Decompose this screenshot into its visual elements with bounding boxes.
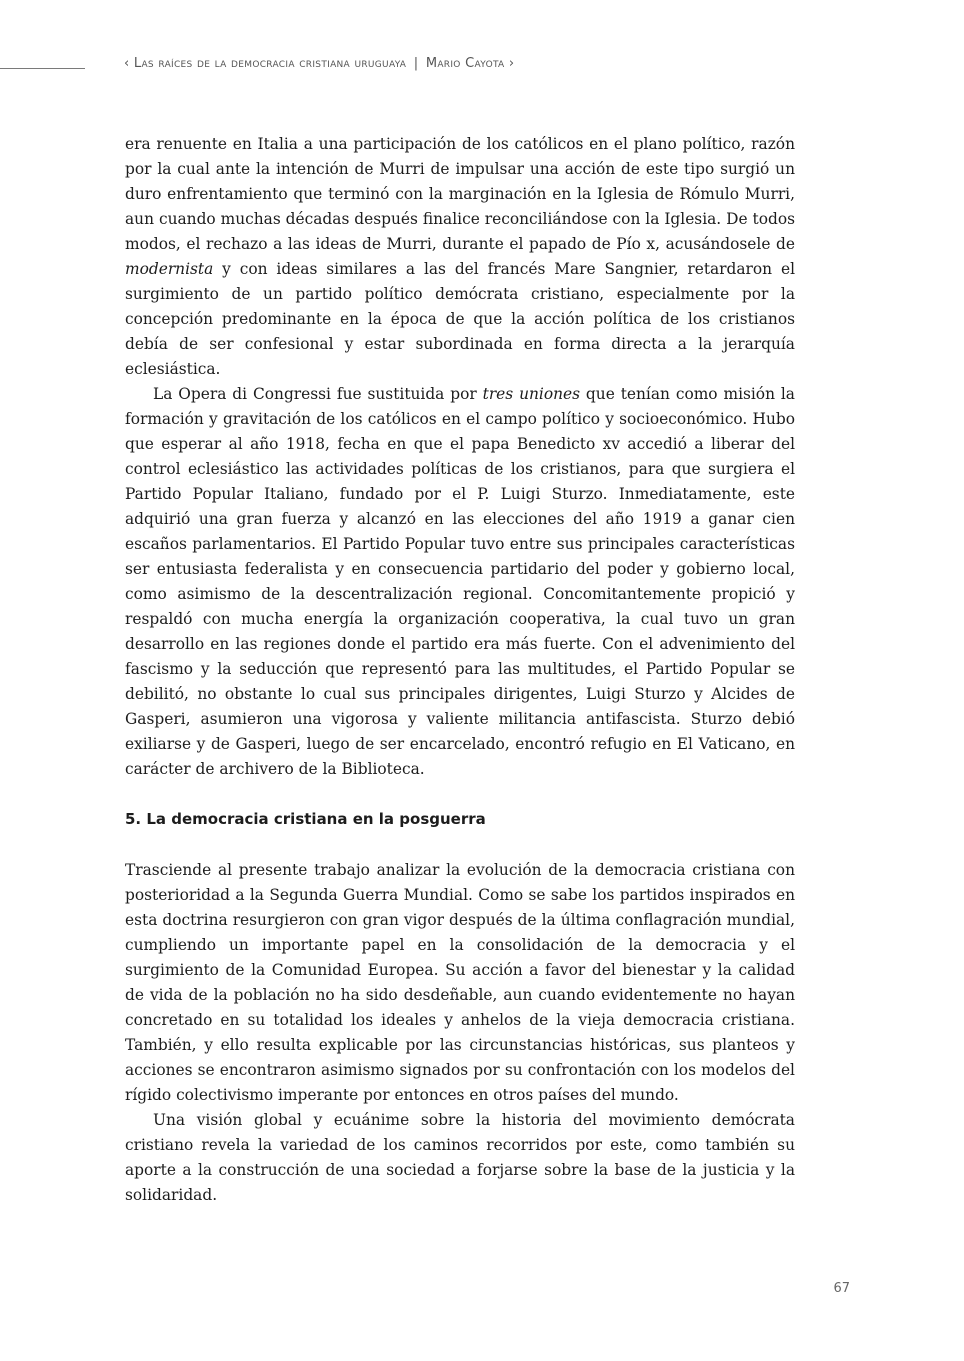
p2-emphasis: tres uniones [482, 385, 581, 403]
header-separator: | [413, 56, 419, 71]
section-heading: 5. La democracia cristiana en la posguerra [125, 810, 486, 828]
p1-text-a: era renuente en Italia a una participación de los católicos en el plano político, razón por la cual ante la intención de Murri de impulsar una acción de este tipo surgió un duro enfrentamiento que terminó con la marginación en la Iglesia de Rómulo Murri, aun cuando muchas décadas después finalice reconciliándose con la Iglesia. De todos modos, el rechazo a las ideas de Murri, durante el papado de Pío x, acusándosele de [125, 135, 795, 253]
paragraph-1 [125, 132, 795, 382]
p2-text-a: La Opera di Congressi fue sustituida por [153, 385, 483, 403]
p1-emphasis: modernista [125, 260, 214, 278]
body-text-bottom [125, 858, 795, 1208]
paragraph-4: Una visión global y ecuánime sobre la historia del movimiento demócrata cristiano revela la variedad de los caminos recorridos por este, como también su aporte a la construcción de una sociedad a forjarse sobre la base de la justicia y la solidaridad. [125, 1111, 795, 1204]
paragraph-2 [125, 382, 795, 782]
body-text-top [125, 132, 795, 782]
page-number: 67 [833, 1281, 850, 1296]
header-rule [0, 68, 85, 69]
p1-text-b: y con ideas similares a las del francés Mare Sangnier, retardaron el surgimiento de un partido político demócrata cristiano, especialmente por la concepción predominante en la época de que la acción política de los cristianos debía de ser confesional y estar subordinada en forma directa a la jerarquía eclesiástica. [125, 260, 795, 378]
running-header [124, 56, 844, 76]
p2-text-b: que tenían como misión la formación y gravitación de los católicos en el campo político y socioeconómico. Hubo que esperar al año 1918, fecha en que el papa Benedicto xv accedió a liberar del control eclesiástico las actividades políticas de los cristianos, para que surgiera el Partido Popular Italiano, fundado por el P. Luigi Sturzo. Inmediatamente, este adquirió una gran fuerza y alcanzó en las elecciones del año 1919 a ganar cien escaños parlamentarios. El Partido Popular tuvo entre sus principales características ser entusiasta federalista y en consecuencia partidario del poder y gobierno local, como asimismo de la descentralización regional. Concomitantemente propició y respaldó con mucha energía la organización cooperativa, la cual tuvo un gran desarrollo en las regiones donde el partido era más fuerte. Con el advenimiento del fascismo y la seducción que representó para las multitudes, el Partido Popular se debilitó, no obstante lo cual sus principales dirigentes, Luigi Sturzo y Alcides de Gasperi, asumieron una vigorosa y valiente militancia antifascista. Sturzo debió exiliarse y de Gasperi, luego de ser encarcelado, encontró refugio en El Vaticano, en carácter de archivero de la Biblioteca. [125, 385, 795, 778]
author-name: Mario Cayota › [425, 56, 515, 71]
paragraph-3: Trasciende al presente trabajo analizar la evolución de la democracia cristiana con posterioridad a la Segunda Guerra Mundial. Como se sabe los partidos inspirados en esta doctrina resurgieron con gran vigor después de la última conflagración mundial, cumpliendo un importante papel en la consolidación de la democracia y el surgimiento de la Comunidad Europea. Su acción a favor del bienestar y la calidad de vida de la población no ha sido desdeñable, aun cuando evidentemente no hayan concretado en su totalidad los ideales y anhelos de la vieja democracia cristiana. También, y ello resulta explicable por las circunstancias históricas, sus planteos y acciones se encontraron asimismo signados por su confrontación con los modelos del rígido colectivismo imperante por entonces en otros países del mundo. [125, 861, 795, 1104]
book-title: ‹ Las raíces de la democracia cristiana uruguaya [124, 56, 407, 71]
